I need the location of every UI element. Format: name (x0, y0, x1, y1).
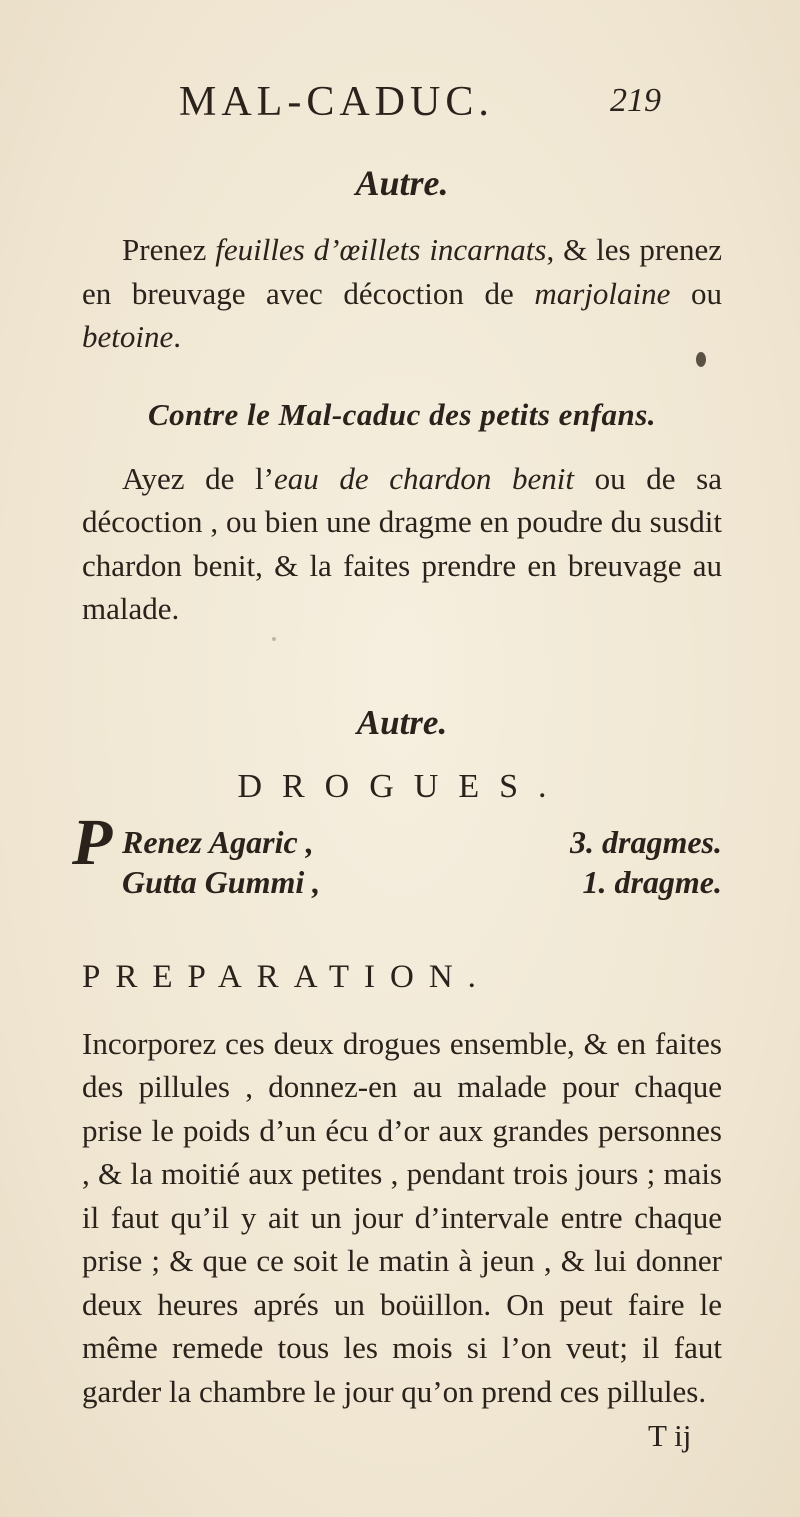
recipe-ingredient: Gutta Gummi , (122, 863, 321, 900)
recipe-quantity: 1. dragme. (582, 863, 722, 900)
recipe-line-agaric (122, 824, 722, 861)
paragraph-text: Ayez de l’ (122, 460, 274, 496)
drop-cap: P (72, 805, 113, 879)
contre-heading: Contre le Mal-caduc des petits enfans. (147, 396, 657, 432)
preparation-heading: PREPARATION. (82, 958, 491, 995)
page-number: 219 (610, 82, 661, 119)
recipe-quantity: 3. dragmes. (570, 823, 722, 860)
emphasis-marjolaine: marjolaine (534, 275, 671, 311)
emphasis-feuilles: feuilles d’œillets incarnats (215, 232, 547, 267)
emphasis-betoine: betoine (82, 319, 174, 354)
paragraph-text: ou (670, 275, 722, 311)
emphasis-eau-de-chardon: eau de chardon benit (274, 460, 575, 496)
running-head (82, 78, 722, 130)
paragraph-incorporez: Incorporez ces deux drogues ensemble, & en faites des pillules , donnez-en au malade pour chaque prise le poids d’un écu d’or aux grandes personnes , & la moitié aux petites , pendant trois jours ; mais il faut qu’il y ait un jour d’intervale entre chaque prise ; & que ce soit le matin à jeun , & lui donner deux heures aprés un boüillon. On peut faire le même remede tous les mois si l’on veut; il faut garder la chambre le jour qu’on prend ces pillules. (82, 1025, 722, 1409)
recipe-line-gutta (122, 864, 722, 901)
recipe-ingredient: Renez Agaric , (122, 823, 314, 860)
drogues-heading: DROGUES. (237, 767, 567, 805)
autre-heading-2: Autre. (356, 702, 448, 742)
paragraph-text: . (173, 319, 181, 354)
page-content (72, 78, 723, 1444)
recipe-block (72, 805, 722, 915)
paragraph-ayez (82, 457, 722, 631)
signature-mark: T ij (648, 1418, 692, 1453)
paragraph-text: , & les prenez en breuvage avec décoction de (82, 232, 723, 311)
paragraph-text: ou de sa décoction , ou bien une dragme en poudre du susdit chardon benit, & la faites prendre en breuvage au malade. (82, 460, 722, 626)
autre-heading-1: Autre. (355, 163, 449, 203)
paragraph-prenez (82, 228, 722, 359)
paragraph-text: Prenez (122, 232, 216, 267)
running-title: MAL-CADUC. (179, 79, 494, 125)
